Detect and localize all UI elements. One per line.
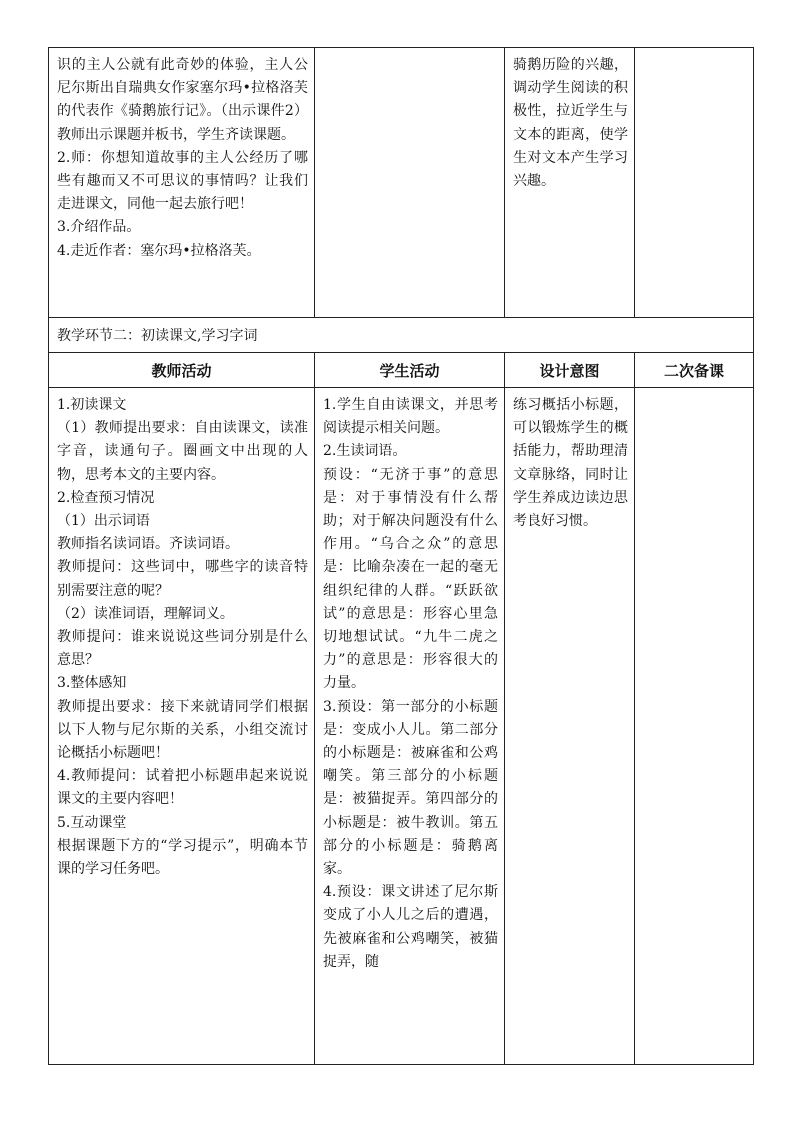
paragraph: 2.检查预习情况 — [57, 489, 155, 506]
section-title: 教学环节二：初读课文,学习字词 — [49, 318, 754, 353]
continued-row — [49, 48, 754, 318]
header-teacher: 教师活动 — [49, 353, 315, 388]
student-activity-cell — [315, 48, 505, 318]
paragraph: 教师指名读词语。齐读词语。 — [57, 536, 239, 553]
paragraph: 教师提问：这些词中，哪些字的读音特别需要注意的呢？ — [57, 559, 308, 599]
paragraph: 1.学生自由读课文，并思考阅读提示相关问题。 — [323, 397, 498, 437]
header-row — [49, 353, 754, 388]
paragraph: 2.师：你想知道故事的主人公经历了哪些有趣而又不可思议的事情吗？让我们走进课文，同他一起去旅行吧！ — [57, 149, 308, 213]
paragraph: （1）教师提出要求：自由读课文，读准字音，读通句子。圈画文中出现的人物，思考本文的主要内容。 — [57, 420, 308, 483]
paragraph: 识的主人公就有此奇妙的体验，主人公尼尔斯出自瑞典女作家塞尔玛•拉格洛芙的代表作《骑鹅旅行记》。（出示课件2）教师出示课题并板书，学生齐读课题。 — [57, 57, 308, 143]
paragraph: 2.生读词语。 — [323, 443, 407, 460]
paragraph: 4.预设：课文讲述了尼尔斯变成了小人儿之后的遭遇，先被麻雀和公鸡嘲笑，被猫捉弄，随 — [323, 884, 498, 970]
design-intent-cell — [505, 48, 635, 318]
paragraph: 1.初读课文 — [57, 397, 127, 413]
teacher-activity-cell — [49, 388, 315, 1065]
section-row — [49, 318, 754, 353]
main-row — [49, 388, 754, 1065]
teacher-activity-cell — [49, 48, 315, 318]
paragraph: 骑鹅历险的兴趣，调动学生阅读的积极性，拉近学生与文本的距离，使学生对文本产生学习兴趣。 — [513, 57, 628, 190]
header-second: 二次备课 — [635, 353, 754, 388]
paragraph: 4.教师提问：试着把小标题串起来说说课文的主要内容吧！ — [57, 768, 308, 808]
header-student: 学生活动 — [315, 353, 505, 388]
paragraph: 练习概括小标题，可以锻炼学生的概括能力，帮助理清文章脉络，同时让学生养成边读边思考良好习惯。 — [513, 397, 628, 530]
second-prep-cell — [635, 48, 754, 318]
paragraph: 5.互动课堂 — [57, 814, 127, 831]
paragraph: 教师提问：谁来说说这些词分别是什么意思？ — [57, 629, 308, 669]
paragraph: 4.走近作者：塞尔玛•拉格洛芙。 — [57, 242, 261, 259]
paragraph: （1）出示词语 — [57, 513, 150, 530]
paragraph: 3.预设：第一部分的小标题是：变成小人儿。第二部分的小标题是：被麻雀和公鸡嘲笑。第三部分的小标题是：被猫捉弄。第四部分的小标题是：被牛教训。第五部分的小标题是：骑鹅离家。 — [323, 698, 498, 878]
lesson-plan-table — [48, 47, 754, 1065]
second-prep-cell — [635, 388, 754, 1065]
paragraph: 根据课题下方的“学习提示”，明确本节课的学习任务吧。 — [57, 837, 308, 878]
paragraph: （2）读准词语，理解词义。 — [57, 605, 234, 622]
design-intent-cell — [505, 388, 635, 1065]
student-activity-cell — [315, 388, 505, 1065]
paragraph: 3.介绍作品。 — [57, 219, 141, 236]
header-intent: 设计意图 — [505, 353, 635, 388]
paragraph: 3.整体感知 — [57, 675, 127, 692]
paragraph: 教师提出要求：接下来就请同学们根据以下人物与尼尔斯的关系，小组交流讨论概括小标题吧！ — [57, 698, 308, 762]
paragraph: 预设：“无济于事”的意思是：对于事情没有什么帮助；对于解决问题没有什么作用。“乌合之众”的意思是：比喻杂凑在一起的毫无组织纪律的人群。“跃跃欲试”的意思是：形容心里急切地想试试。“九牛二虎之力”的意思是：形容很大的力量。 — [323, 466, 498, 692]
